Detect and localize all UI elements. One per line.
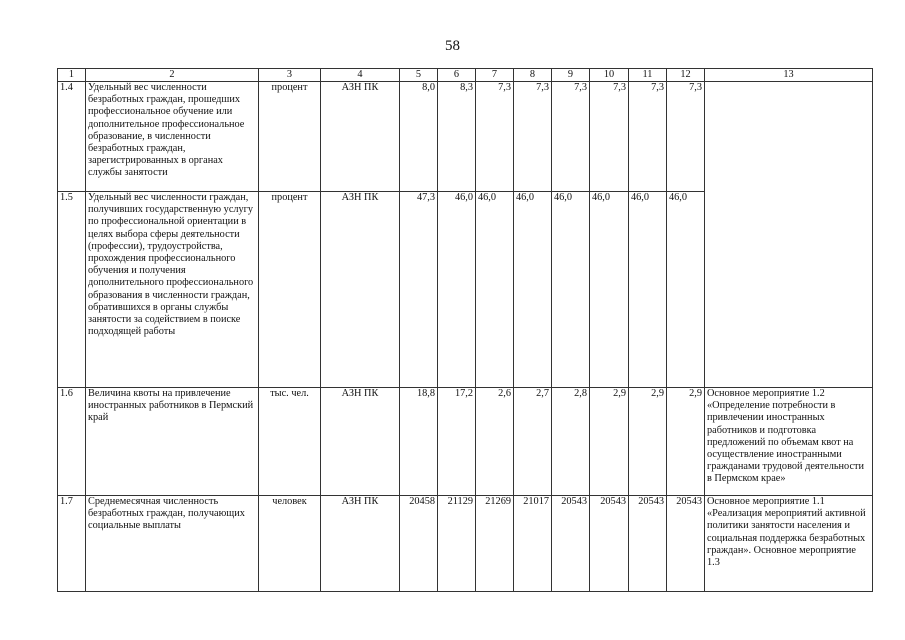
row-number: 1.4 (58, 82, 86, 192)
value-cell: 8,3 (438, 82, 476, 192)
column-header: 7 (476, 69, 514, 82)
value-cell: 2,9 (590, 388, 629, 496)
column-header: 9 (552, 69, 590, 82)
value-cell: 2,7 (514, 388, 552, 496)
value-cell: 17,2 (438, 388, 476, 496)
source-cell: АЗН ПК (321, 82, 400, 192)
table-row (58, 192, 873, 388)
value-cell: 7,3 (514, 82, 552, 192)
value-cell: 2,6 (476, 388, 514, 496)
column-header: 4 (321, 69, 400, 82)
value-cell: 2,9 (667, 388, 705, 496)
value-cell: 2,8 (552, 388, 590, 496)
column-header: 2 (86, 69, 259, 82)
column-header: 6 (438, 69, 476, 82)
value-cell: 20543 (667, 496, 705, 592)
row-number: 1.6 (58, 388, 86, 496)
value-cell: 7,3 (552, 82, 590, 192)
source-cell: АЗН ПК (321, 388, 400, 496)
value-cell: 46,0 (629, 192, 667, 388)
indicators-table (57, 68, 873, 592)
measure-cell: Основное мероприятие 1.1 «Реализация мероприятий активной политики занятости населения и социальная поддержка безработных граждан». Основное мероприятие 1.3 (705, 496, 873, 592)
value-cell: 21129 (438, 496, 476, 592)
value-cell: 8,0 (400, 82, 438, 192)
column-header: 1 (58, 69, 86, 82)
table-row (58, 496, 873, 592)
column-header: 11 (629, 69, 667, 82)
table-row (58, 82, 873, 192)
measure-cell: Основное мероприятие 1.2 «Определение потребности в привлечении иностранных работников и подготовка предложений по объемам квот на осуществление иностранными гражданами трудовой деятельности в Пермском крае» (705, 388, 873, 496)
column-header: 5 (400, 69, 438, 82)
value-cell: 20458 (400, 496, 438, 592)
indicator-name: Величина квоты на привлечение иностранных работников в Пермский край (86, 388, 259, 496)
value-cell: 46,0 (667, 192, 705, 388)
header-row (58, 69, 873, 82)
value-cell: 20543 (629, 496, 667, 592)
unit-cell: процент (259, 82, 321, 192)
measure-cell (705, 192, 873, 388)
value-cell: 20543 (552, 496, 590, 592)
value-cell: 21269 (476, 496, 514, 592)
value-cell: 46,0 (438, 192, 476, 388)
value-cell: 7,3 (667, 82, 705, 192)
column-header: 10 (590, 69, 629, 82)
value-cell: 47,3 (400, 192, 438, 388)
indicator-name: Удельный вес численности безработных граждан, прошедших профессиональное обучение или дополнительное профессиональное образование, в численности безработных граждан, зарегистрированных в органах службы занятости (86, 82, 259, 192)
source-cell: АЗН ПК (321, 496, 400, 592)
value-cell: 18,8 (400, 388, 438, 496)
row-number: 1.7 (58, 496, 86, 592)
column-header: 13 (705, 69, 873, 82)
value-cell: 46,0 (552, 192, 590, 388)
value-cell: 7,3 (629, 82, 667, 192)
column-header: 3 (259, 69, 321, 82)
page-number: 58 (445, 38, 460, 54)
value-cell: 46,0 (476, 192, 514, 388)
source-cell: АЗН ПК (321, 192, 400, 388)
value-cell: 46,0 (590, 192, 629, 388)
value-cell: 46,0 (514, 192, 552, 388)
value-cell: 7,3 (476, 82, 514, 192)
value-cell: 7,3 (590, 82, 629, 192)
row-number: 1.5 (58, 192, 86, 388)
indicator-name: Среднемесячная численность безработных граждан, получающих социальные выплаты (86, 496, 259, 592)
value-cell: 20543 (590, 496, 629, 592)
unit-cell: процент (259, 192, 321, 388)
table-row (58, 388, 873, 496)
unit-cell: тыс. чел. (259, 388, 321, 496)
measure-cell (705, 82, 873, 192)
unit-cell: человек (259, 496, 321, 592)
value-cell: 2,9 (629, 388, 667, 496)
value-cell: 21017 (514, 496, 552, 592)
column-header: 8 (514, 69, 552, 82)
indicator-name: Удельный вес численности граждан, получивших государственную услугу по профессиональной ориентации в целях выбора сферы деятельности (профессии), трудоустройства, прохождения профессионального обучения и получения дополнительного профессионального образования в численности граждан, обратившихся в органы службы занятости за содействием в поиске подходящей работы (86, 192, 259, 388)
column-header: 12 (667, 69, 705, 82)
